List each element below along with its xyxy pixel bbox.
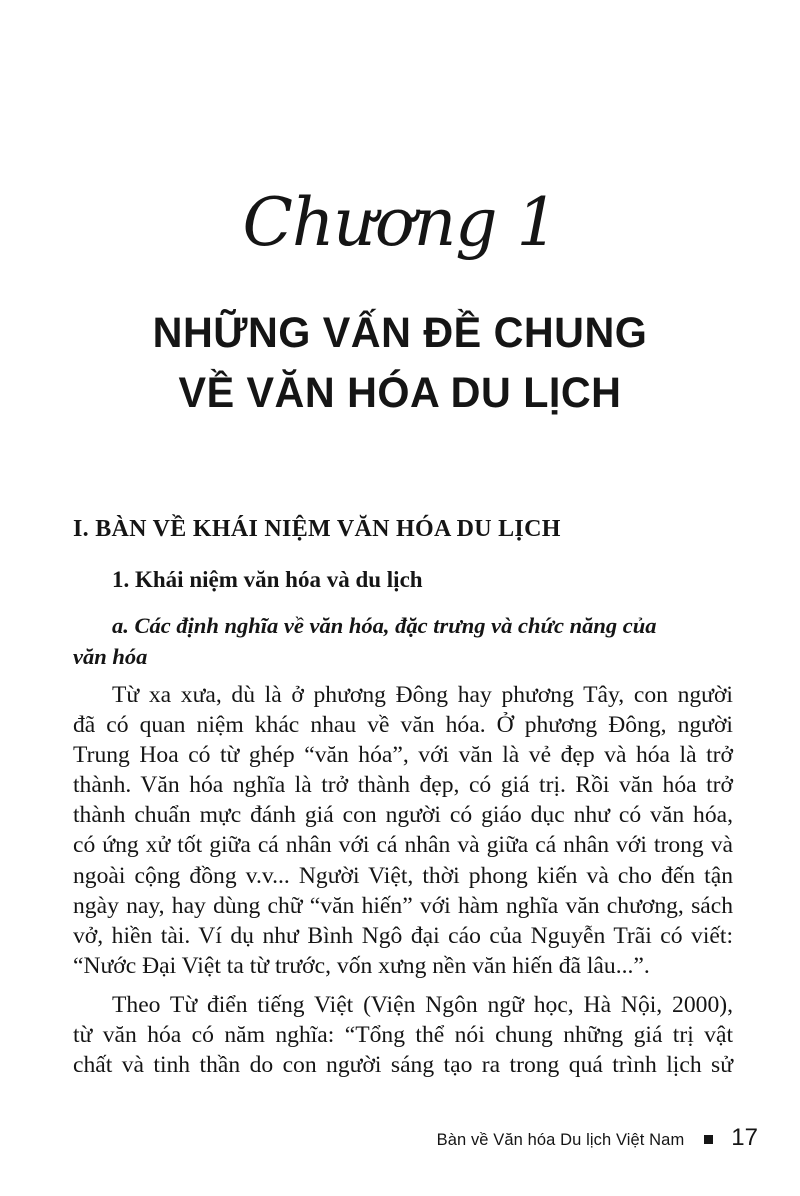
- footer-bullet-square: [704, 1135, 713, 1144]
- subsubsection-heading: [73, 610, 733, 672]
- section-heading: I. BÀN VỀ KHÁI NIỆM VĂN HÓA DU LỊCH: [73, 516, 561, 542]
- paragraph-1-line: ngoài cộng đồng v.v... Người Việt, thời phong kiến và cho đến tận: [73, 862, 733, 889]
- page-footer: [437, 1124, 758, 1152]
- subsection-heading: 1. Khái niệm văn hóa và du lịch: [112, 567, 423, 592]
- paragraph-1-line: thành. Văn hóa nghĩa là trở thành đẹp, có giá trị. Rồi văn hóa trở: [73, 772, 733, 799]
- running-footer-title: Bàn về Văn hóa Du lịch Việt Nam: [436, 1131, 685, 1149]
- chapter-title-line-2: VỀ VĂN HÓA DU LỊCH: [178, 369, 622, 417]
- paragraph-1-line: thành chuẩn mực đánh giá con người có giáo dục như có văn hóa,: [73, 802, 733, 829]
- subsubsection-heading-line-1: a. Các định nghĩa về văn hóa, đặc trưng và chức năng của: [112, 613, 657, 638]
- subsubsection-heading-line-2: văn hóa: [73, 644, 148, 669]
- paragraph-2-line: Theo Từ điển tiếng Việt (Viện Ngôn ngữ học, Hà Nội, 2000),: [112, 991, 733, 1018]
- body-text: [73, 680, 733, 1080]
- paragraph-1-line: Từ xa xưa, dù là ở phương Đông hay phương Tây, con người: [112, 682, 733, 708]
- paragraph-2-line: từ văn hóa có năm nghĩa: “Tổng thể nói chung những giá trị vật: [73, 1022, 733, 1049]
- chapter-label: Chương 1: [242, 184, 558, 261]
- paragraph-1-line: đã có quan niệm khác nhau về văn hóa. Ở phương Đông, người: [73, 712, 733, 739]
- paragraph-2-line: chất và tinh thần do con người sáng tạo ra trong quá trình lịch sử: [73, 1052, 733, 1079]
- paragraph-1-line: vở, hiền tài. Ví dụ như Bình Ngô đại cáo của Nguyễn Trãi có viết:: [73, 922, 733, 949]
- paragraph-1-line: “Nước Đại Việt ta từ trước, vốn xưng nền văn hiến đã lâu...”.: [73, 952, 650, 979]
- page-number: 17: [731, 1124, 758, 1151]
- paragraph-1-line: có ứng xử tốt giữa cá nhân với cá nhân và giữa cá nhân với trong và: [73, 832, 733, 859]
- paragraph-1-line: Trung Hoa có từ ghép “văn hóa”, với văn là vẻ đẹp và hóa là trở: [73, 742, 733, 769]
- chapter-title-line-1: NHỮNG VẤN ĐỀ CHUNG: [152, 309, 648, 357]
- paragraph-1-line: ngày nay, hay dùng chữ “văn hiến” với hàm nghĩa văn chương, sách: [73, 892, 733, 919]
